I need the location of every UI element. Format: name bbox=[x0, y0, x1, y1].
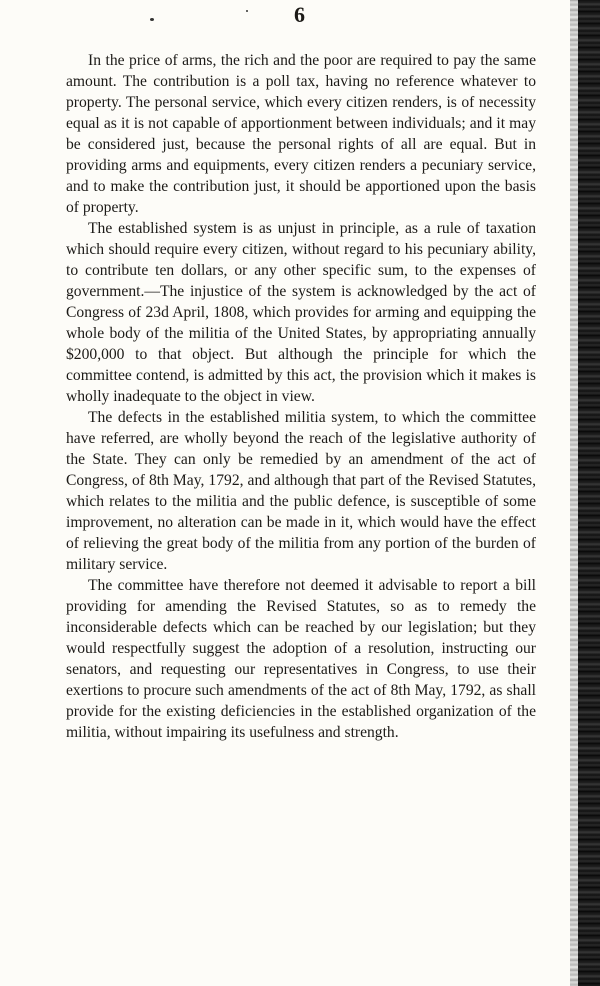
page-number: 6 bbox=[294, 2, 306, 27]
paragraph-4: The committee have therefore not deemed it advisable to report a bill providing for amending the Revised Statutes, so as to remedy the inconsiderable defects which can be reached by our legislation; but they would respectfully suggest the adoption of a resolution, instructing our senators, and requesting our representatives in Congress, to use their exertions to procure such amendments of the act of 8th May, 1792, as shall provide for the existing deficiencies in the established organization of the militia, without impairing its usefulness and strength. bbox=[66, 577, 536, 741]
scan-speck bbox=[150, 18, 154, 21]
paragraph-1: In the price of arms, the rich and the poor are required to pay the same amount. The contribution is a poll tax, having no reference whatever to property. The personal service, which every citizen renders, is of necessity equal as it is not capable of apportionment between individuals; and it may be considered just, because the personal rights of all are equal. But in providing arms and equipments, every citizen renders a pecuniary service, and to make the contribution just, it should be apportioned upon the basis of property. bbox=[66, 52, 536, 216]
binding-edge bbox=[578, 0, 600, 986]
paragraph-2: The established system is as unjust in principle, as a rule of taxation which should require every citizen, without regard to his pecuniary ability, to contribute ten dollars, or any other specific sum, to the expenses of government.—The injustice of the system is acknowledged by the act of Congress of 23d April, 1808, which provides for arming and equipping the whole body of the militia of the United States, by appropriating annually $200,000 to that object. But although the principle for which the committee contend, is admitted by this act, the provision which it makes is wholly inadequate to the object in view. bbox=[66, 220, 536, 405]
body-text bbox=[66, 50, 536, 743]
scan-speck bbox=[246, 10, 248, 12]
paragraph-3: The defects in the established militia system, to which the committee have referred, are wholly beyond the reach of the legislative authority of the State. They can only be remedied by an amendment of the act of Congress, of 8th May, 1792, and although that part of the Revised Statutes, which relates to the militia and the public defence, is susceptible of some improvement, no alteration can be made in it, which would have the effect of relieving the great body of the militia from any portion of the burden of military service. bbox=[66, 409, 536, 573]
